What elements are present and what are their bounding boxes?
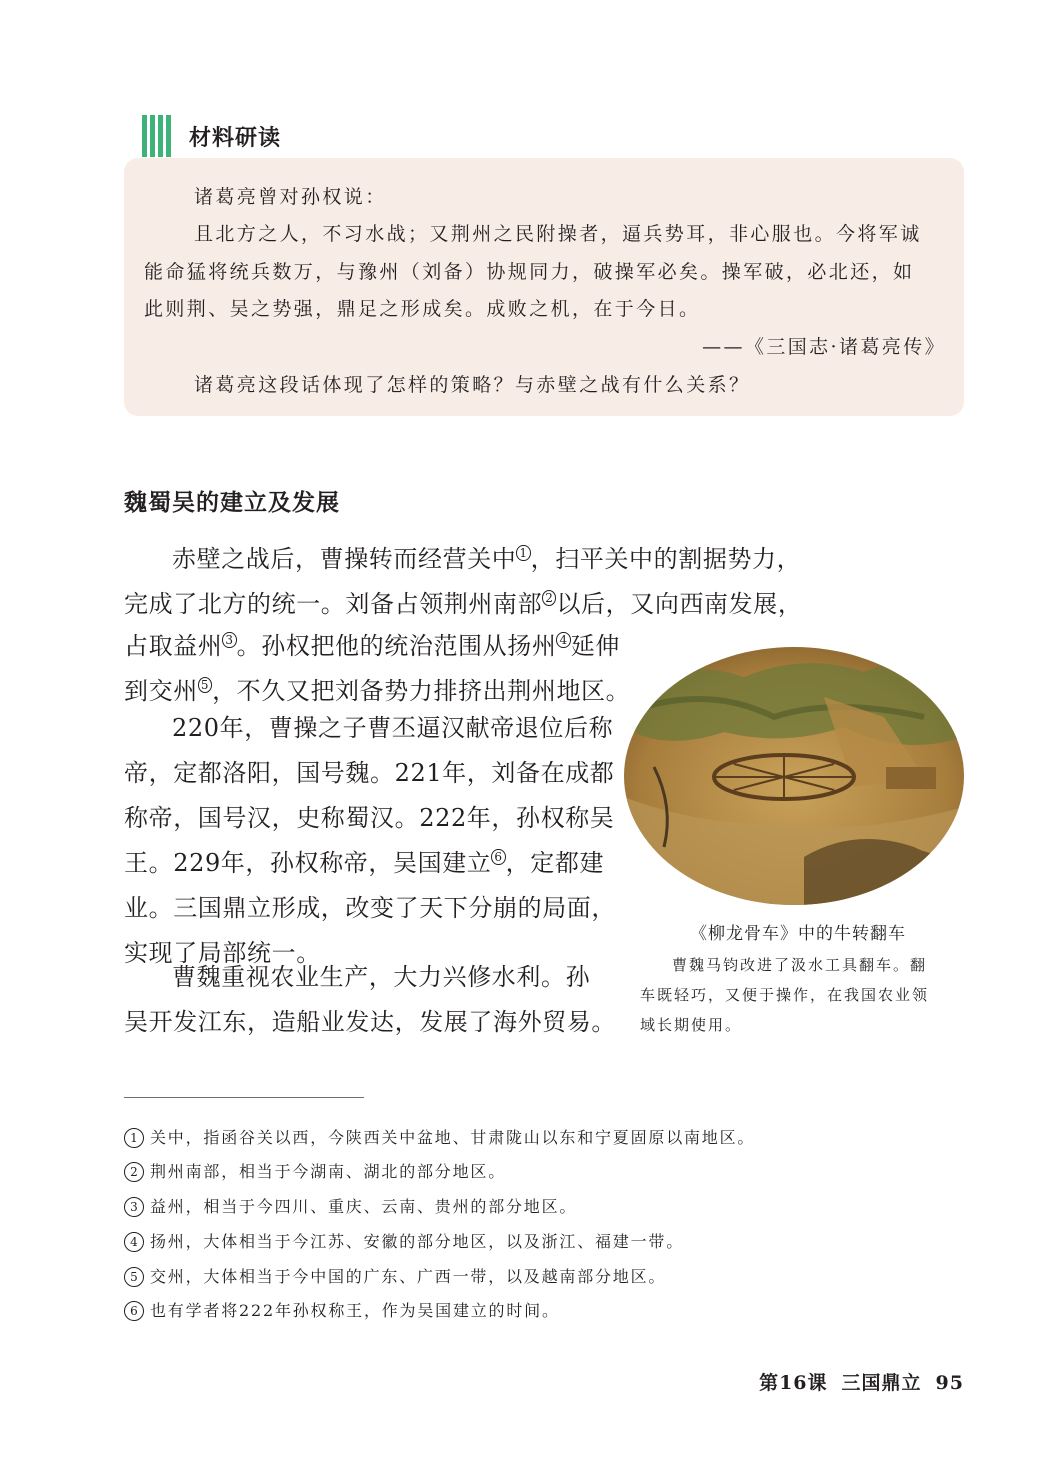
paragraph-line: 实现了局部统一。 (124, 939, 321, 967)
material-quote-line: 且北方之人，不习水战；又荆州之民附操者，逼兵势耳，非心服也。今将军诚 (194, 223, 922, 245)
footnote-text: 也有学者将222年孙权称王，作为吴国建立的时间。 (150, 1301, 560, 1320)
paragraph-line: 王。229年，孙权称帝，吴国建立 $^6$ ，定都建 (124, 849, 605, 877)
footnote-number: 2 (124, 1162, 144, 1182)
section-title: 魏蜀吴的建立及发展 (124, 490, 340, 516)
footnote-text: 荆州南部，相当于今湖南、湖北的部分地区。 (150, 1162, 507, 1181)
caption-line: 域长期使用。 (640, 1016, 743, 1034)
footnote-number: 3 (124, 1197, 144, 1217)
footnote-divider (124, 1097, 364, 1098)
material-quote-line: 能命猛将统兵数万，与豫州（刘备）协规同力，破操军必矣。操军破，必北还，如 (144, 261, 915, 283)
paragraph-2 (124, 706, 616, 976)
figure-caption-title: 《柳龙骨车》中的牛转翻车 (690, 924, 906, 944)
paragraph-line: 业。三国鼎立形成，改变了天下分崩的局面， (124, 894, 616, 922)
paragraph-line: 220年，曹操之子曹丕逼汉献帝退位后称 (172, 714, 614, 742)
footnote-text: 益州，相当于今四川、重庆、云南、贵州的部分地区。 (150, 1197, 578, 1216)
page-number: 95 (935, 1372, 964, 1394)
footnote-mark[interactable]: 3 (222, 632, 236, 648)
footnote (124, 1159, 506, 1182)
material-header (142, 114, 281, 158)
painting-image (624, 647, 964, 905)
lesson-number: 第16课 (759, 1372, 828, 1394)
material-box (124, 158, 964, 416)
material-question: 诸葛亮这段话体现了怎样的策略？与赤壁之战有什么关系？ (194, 374, 751, 396)
bookmark-icon (142, 115, 171, 157)
footnote-text: 交州，大体相当于今中国的广东、广西一带，以及越南部分地区。 (150, 1267, 667, 1286)
footnote-number: 4 (124, 1232, 144, 1252)
footnote (124, 1194, 577, 1217)
footnote (124, 1264, 666, 1287)
footnote-mark[interactable]: 4 (556, 632, 570, 648)
material-title: 材料研读 (189, 125, 282, 151)
footnote-number: 1 (124, 1128, 144, 1148)
caption-line: 曹魏马钧改进了汲水工具翻车。翻 (672, 956, 928, 974)
material-quote-line: 此则荆、吴之势强，鼎足之形成矣。成败之机，在于今日。 (144, 298, 701, 320)
footnote-mark[interactable]: 5 (198, 677, 212, 693)
paragraph-3 (124, 955, 616, 1045)
footnote-mark[interactable]: 2 (542, 590, 556, 606)
paragraph-line: 占取益州 $^3$ 。孙权把他的统治范围从扬州 $^4$ 延伸 (124, 632, 620, 660)
footnote (124, 1229, 684, 1252)
paragraph-line: 赤壁之战后，曹操转而经营关中 $^1$ ，扫平关中的割据势力， (172, 545, 802, 573)
paragraph-1-cont (124, 624, 630, 714)
material-source: ——《三国志·诸葛亮传》 (702, 336, 946, 358)
footnote (124, 1298, 560, 1321)
paragraph-line: 完成了北方的统一。刘备占领荆州南部 $^2$ 以后，又向西南发展， (124, 590, 803, 618)
footnote-text: 扬州，大体相当于今江苏、安徽的部分地区，以及浙江、福建一带。 (150, 1232, 685, 1251)
footnote-text: 关中，指函谷关以西，今陕西关中盆地、甘肃陇山以东和宁夏固原以南地区。 (150, 1128, 756, 1147)
figure-caption-text (640, 950, 960, 1040)
paragraph-line: 吴开发江东，造船业发达，发展了海外贸易。 (124, 1008, 616, 1036)
paragraph-line: 到交州 $^5$ ，不久又把刘备势力排挤出荆州地区。 (124, 677, 631, 705)
footnote-mark[interactable]: 6 (491, 849, 505, 865)
footnote-number: 6 (124, 1301, 144, 1321)
paragraph-1 (124, 537, 802, 627)
footnote-number: 5 (124, 1267, 144, 1287)
paragraph-line: 称帝，国号汉，史称蜀汉。222年，孙权称吴 (124, 804, 615, 832)
footnote (124, 1125, 755, 1148)
lesson-title: 三国鼎立 (841, 1372, 922, 1394)
paragraph-line: 帝，定都洛阳，国号魏。221年，刘备在成都 (124, 759, 615, 787)
material-intro: 诸葛亮曾对孙权说： (194, 186, 387, 208)
paragraph-line: 曹魏重视农业生产，大力兴修水利。孙 (172, 963, 591, 991)
caption-line: 车既轻巧，又便于操作，在我国农业领 (640, 986, 930, 1004)
page-footer (745, 1368, 964, 1395)
footnote-mark[interactable]: 1 (516, 545, 530, 561)
